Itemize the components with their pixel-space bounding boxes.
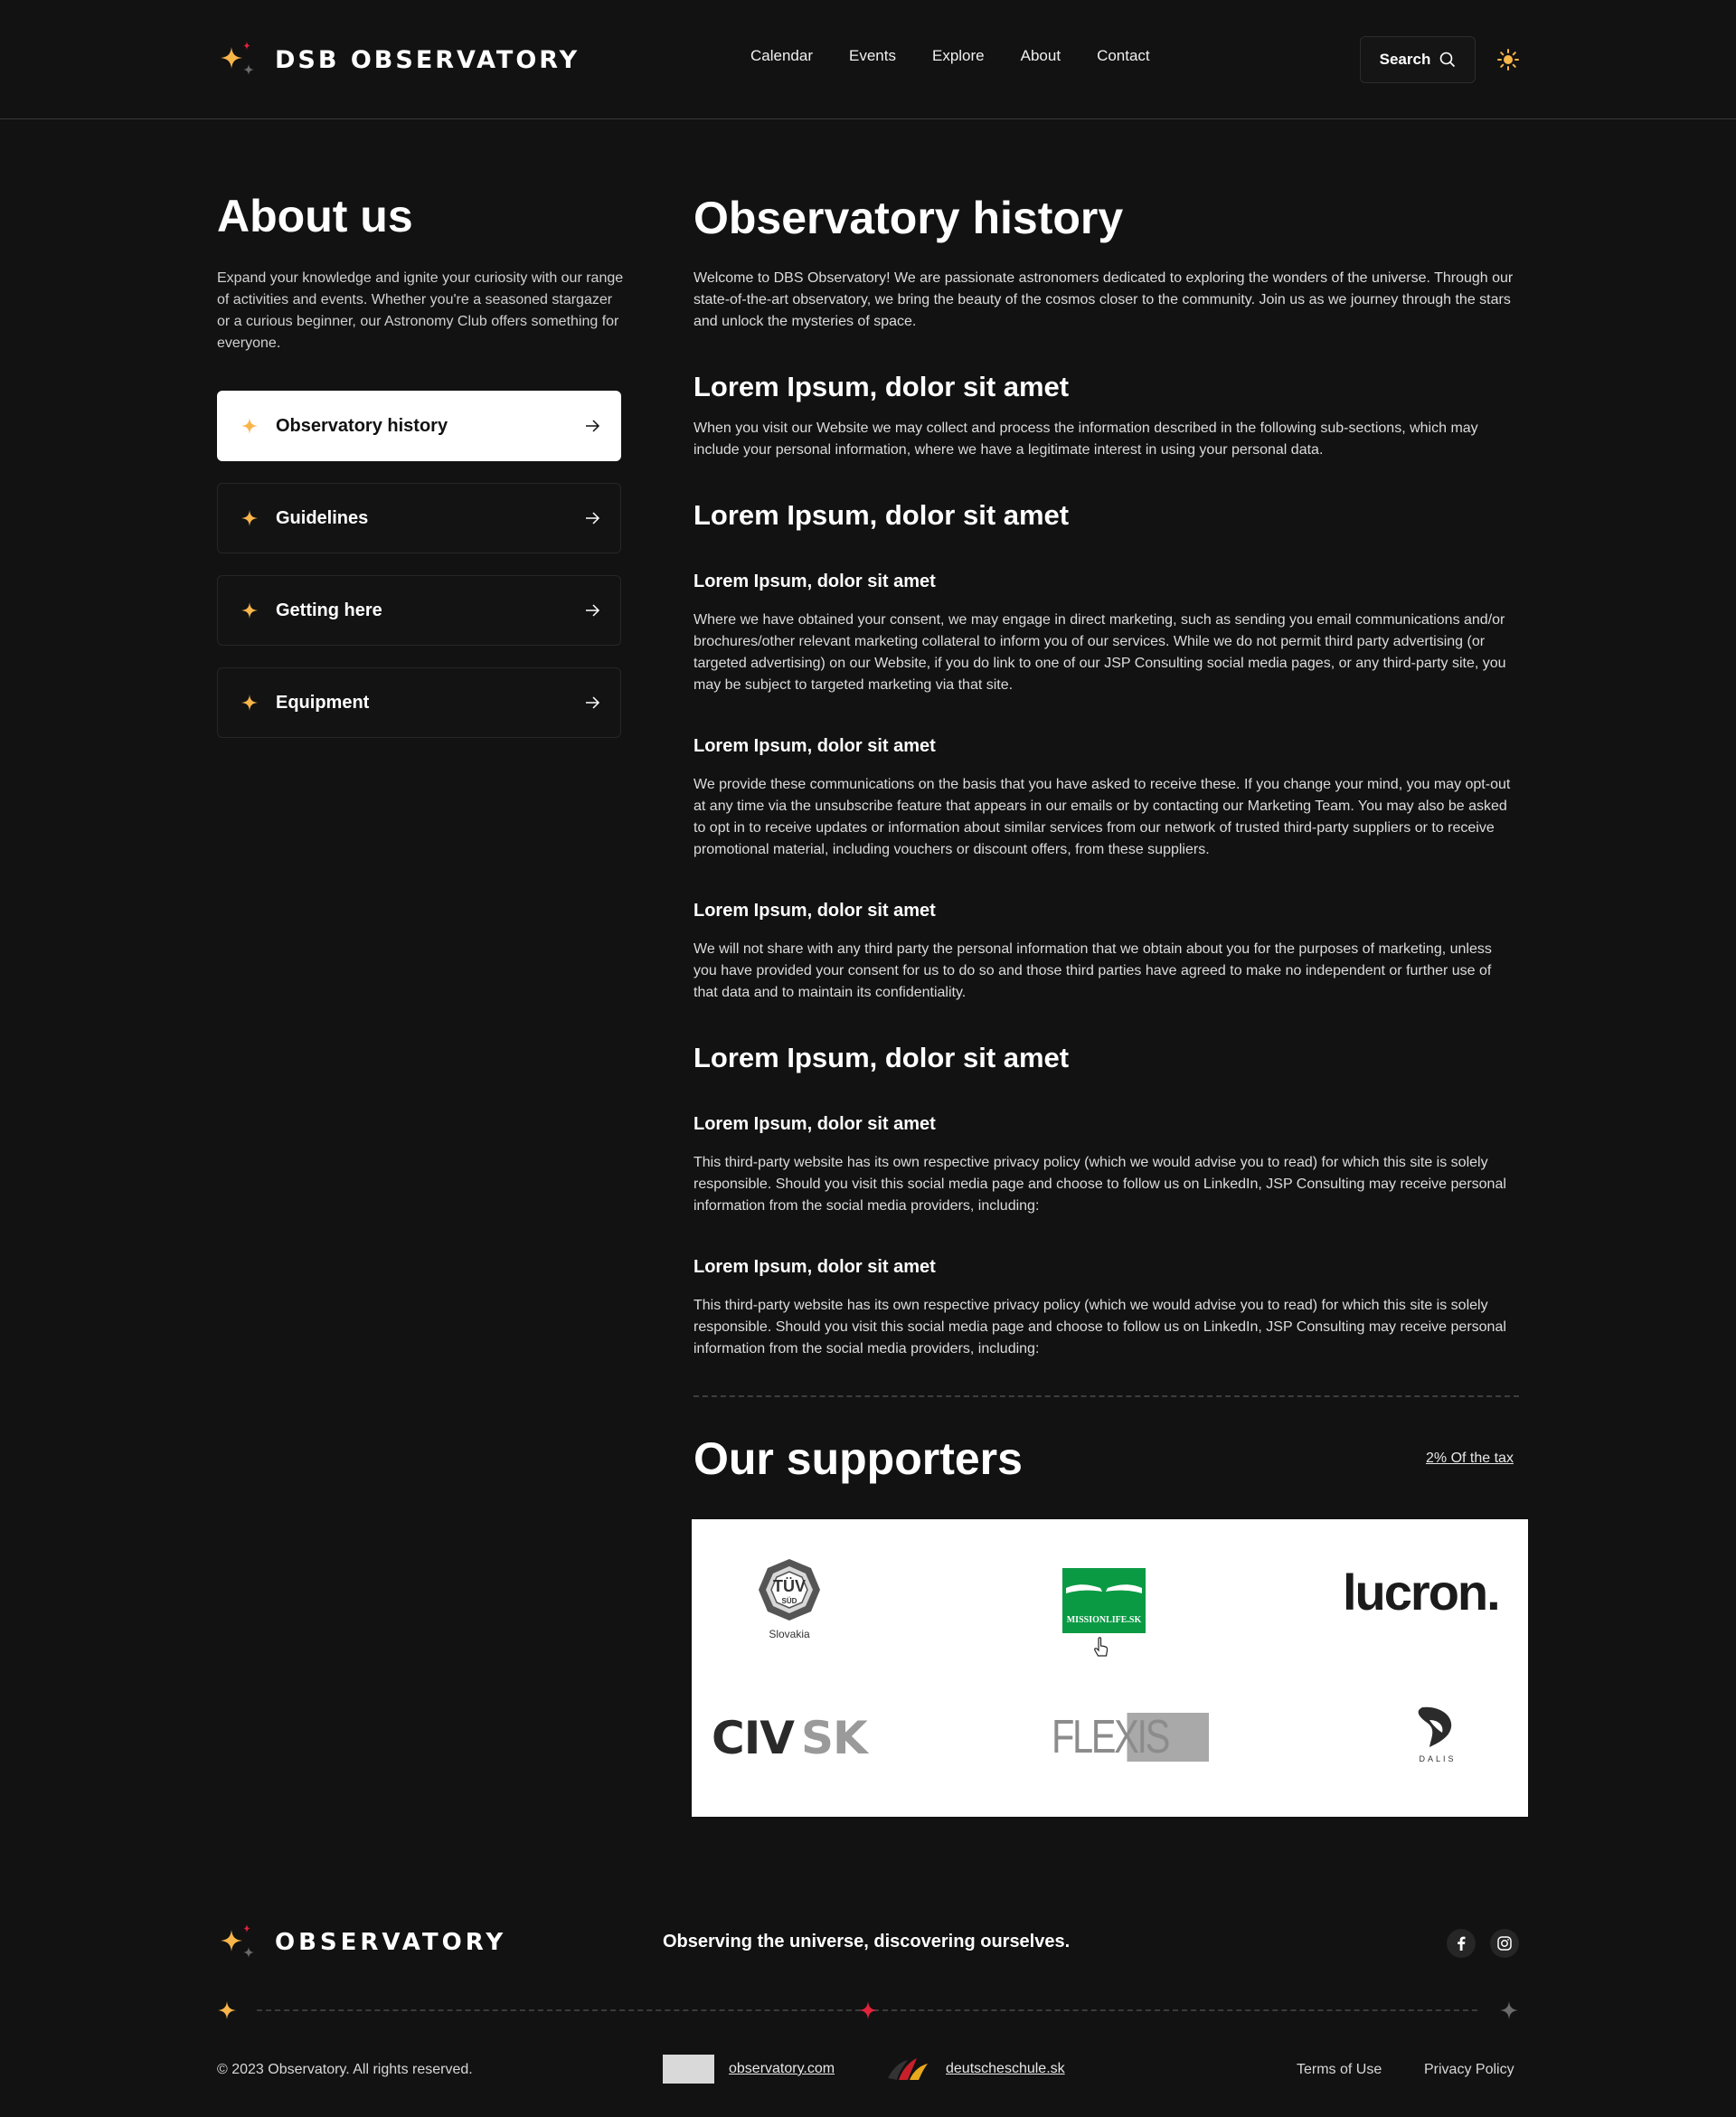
- facebook-icon: [1455, 1936, 1467, 1951]
- subsection-heading: Lorem Ipsum, dolor sit amet: [693, 901, 936, 921]
- intro-paragraph: Welcome to DBS Observatory! We are passionate astronomers dedicated to exploring the wonders of the universe. Through our state-of-the-art observatory, we bring the beauty of the cosmos closer to the community. Join us as we journey through the stars and unlock the mysteries of space.: [693, 270, 1514, 329]
- sparkle-icon: [241, 418, 258, 434]
- arrow-right-icon: [584, 418, 600, 434]
- subsection-heading: Lorem Ipsum, dolor sit amet: [693, 1114, 936, 1134]
- footer-logo[interactable]: [217, 1923, 506, 1962]
- sidebar-item-getting-here[interactable]: [217, 575, 621, 646]
- search-label: Search: [1379, 51, 1431, 68]
- search-button[interactable]: [1360, 36, 1476, 83]
- sun-icon[interactable]: [1497, 49, 1519, 71]
- flexis-logo[interactable]: [1052, 1713, 1209, 1762]
- flexis-text: FLEXIS: [1052, 1711, 1168, 1763]
- sparkle-icon: [859, 2001, 877, 2019]
- lucron-text: lucron.: [1343, 1564, 1499, 1621]
- partner-link-deutscheschule[interactable]: deutscheschule.sk: [946, 2061, 1065, 2076]
- subsection-paragraph: This third-party website has its own respective privacy policy (which we would advise you to read) for which this site is solely responsible. Should you visit this social media page and choose to follow us on LinkedIn, JSP Consulting may receive personal information from the social media providers, including:: [693, 1155, 1506, 1214]
- nav-about[interactable]: About: [1020, 47, 1061, 64]
- section-heading: Lorem Ipsum, dolor sit amet: [693, 1042, 1070, 1073]
- sparkle-icon: [241, 602, 258, 619]
- subsection-paragraph: We provide these communications on the basis that you have asked to receive these. If you change your mind, you may opt-out at any time via the unsubscribe feature that appears in our emails or by contacting our Marketing Team. You may also be asked to opt in to receive updates or information about similar services from our network of trusted third-party suppliers or to receive promotional material, including vouchers or discount offers, from these suppliers.: [693, 777, 1511, 857]
- sidebar-item-guidelines[interactable]: [217, 483, 621, 553]
- instagram-button[interactable]: [1490, 1929, 1519, 1958]
- partner-logo-placeholder: [663, 2055, 714, 2084]
- sidebar-item-label: Guidelines: [276, 507, 369, 528]
- missionlife-logo[interactable]: [1062, 1568, 1146, 1633]
- sparkle-logo-icon: [217, 40, 257, 80]
- sparkle-icon: [241, 695, 258, 711]
- brand-name: DSB OBSERVATORY: [275, 45, 580, 74]
- tuv-caption: Slovakia: [769, 1628, 810, 1640]
- arrow-right-icon: [584, 695, 600, 711]
- section-paragraph: When you visit our Website we may collect and process the information described in the following sub-sections, which may include your personal information, where we have a legitimate interest in using your personal data.: [693, 421, 1478, 458]
- tax-link[interactable]: 2% Of the tax: [1426, 1451, 1514, 1466]
- footer-brand-name: OBSERVATORY: [275, 1929, 507, 1956]
- site-header: [0, 0, 1736, 119]
- civ-sk-logo[interactable]: [712, 1711, 874, 1765]
- main-nav: [750, 47, 1150, 65]
- sparkle-icon: [1500, 2001, 1518, 2019]
- page-title: Observatory history: [693, 193, 1124, 243]
- section-heading: Lorem Ipsum, dolor sit amet: [693, 499, 1070, 531]
- tuv-mid-text: SÜD: [781, 1597, 797, 1605]
- subsection-heading: Lorem Ipsum, dolor sit amet: [693, 1257, 936, 1277]
- sparkle-logo-icon: [217, 1923, 257, 1962]
- copyright: © 2023 Observatory. All rights reserved.: [217, 2062, 473, 2077]
- sidebar-item-label: Observatory history: [276, 415, 448, 436]
- partner-observatory: [663, 2055, 835, 2084]
- sk-text: SK: [801, 1712, 867, 1764]
- sparkle-icon: [218, 2001, 236, 2019]
- arrow-right-icon: [584, 602, 600, 619]
- lucron-logo[interactable]: [1343, 1561, 1505, 1624]
- instagram-icon: [1497, 1936, 1512, 1951]
- tuv-sud-logo[interactable]: [753, 1555, 826, 1646]
- subsection-paragraph: We will not share with any third party the personal information that we obtain about you for the purposes of marketing, unless you have provided your consent for us to do so and those third parties have agreed to make no independent or further use of that data and to maintain its confidentiality.: [693, 941, 1492, 1000]
- missionlife-text: MISSIONLIFE.SK: [1066, 1615, 1142, 1625]
- dalis-logo[interactable]: [1406, 1700, 1469, 1778]
- search-icon: [1439, 52, 1456, 68]
- footer-tagline: Observing the universe, discovering ourselves.: [663, 1932, 1071, 1952]
- supporters-logo-grid: [692, 1519, 1528, 1817]
- subsection-paragraph: Where we have obtained your consent, we may engage in direct marketing, such as sending you email communications and/or brochures/other relevant marketing collateral to inform you of our services. While we do not permit third party advertising (or targeted advertising) on our Website, if you do link to one of our JSP Consulting social media pages, or any third-party site, you may be subject to targeted marketing via that site.: [693, 612, 1506, 693]
- nav-explore[interactable]: Explore: [931, 47, 985, 64]
- sidebar-item-observatory-history[interactable]: [217, 391, 621, 461]
- sidebar-item-label: Equipment: [276, 692, 370, 713]
- sidebar-item-equipment[interactable]: [217, 667, 621, 738]
- sidebar-item-label: Getting here: [276, 600, 382, 620]
- section-divider: [693, 1395, 1519, 1397]
- hand-cursor-icon: [1093, 1637, 1109, 1659]
- hands-icon: [1062, 1568, 1146, 1611]
- deutscheschule-logo-icon: [884, 2055, 931, 2084]
- facebook-button[interactable]: [1447, 1929, 1476, 1958]
- leaf-icon: [1406, 1700, 1469, 1754]
- nav-events[interactable]: Events: [849, 47, 896, 64]
- subsection-heading: Lorem Ipsum, dolor sit amet: [693, 572, 936, 591]
- partner-link-observatory[interactable]: observatory.com: [729, 2061, 835, 2076]
- subsection-paragraph: This third-party website has its own respective privacy policy (which we would advise you to read) for which this site is solely responsible. Should you visit this social media page and choose to follow us on LinkedIn, JSP Consulting may receive personal information from the social media providers, including:: [693, 1298, 1506, 1356]
- section-heading: Lorem Ipsum, dolor sit amet: [693, 371, 1070, 402]
- sparkle-icon: [241, 510, 258, 526]
- partner-deutscheschule: [884, 2055, 1065, 2084]
- supporters-title: Our supporters: [693, 1433, 1023, 1484]
- sidebar-description: Expand your knowledge and ignite your curiosity with our range of activities and events. Whether you're a seasoned stargazer or a curious beginner, our Astronomy Club offers something for everyone.: [217, 270, 624, 351]
- dalis-text: DALIS: [1419, 1754, 1457, 1763]
- brand-logo[interactable]: [217, 40, 580, 80]
- arrow-right-icon: [584, 510, 600, 526]
- nav-contact[interactable]: Contact: [1097, 47, 1150, 64]
- subsection-heading: Lorem Ipsum, dolor sit amet: [693, 736, 936, 756]
- tuv-top-text: TÜV: [773, 1577, 806, 1595]
- terms-link[interactable]: Terms of Use: [1297, 2062, 1382, 2077]
- sidebar-title: About us: [217, 191, 413, 241]
- civ-text: CIV: [712, 1712, 794, 1764]
- privacy-link[interactable]: Privacy Policy: [1424, 2062, 1514, 2077]
- nav-calendar[interactable]: Calendar: [750, 47, 813, 64]
